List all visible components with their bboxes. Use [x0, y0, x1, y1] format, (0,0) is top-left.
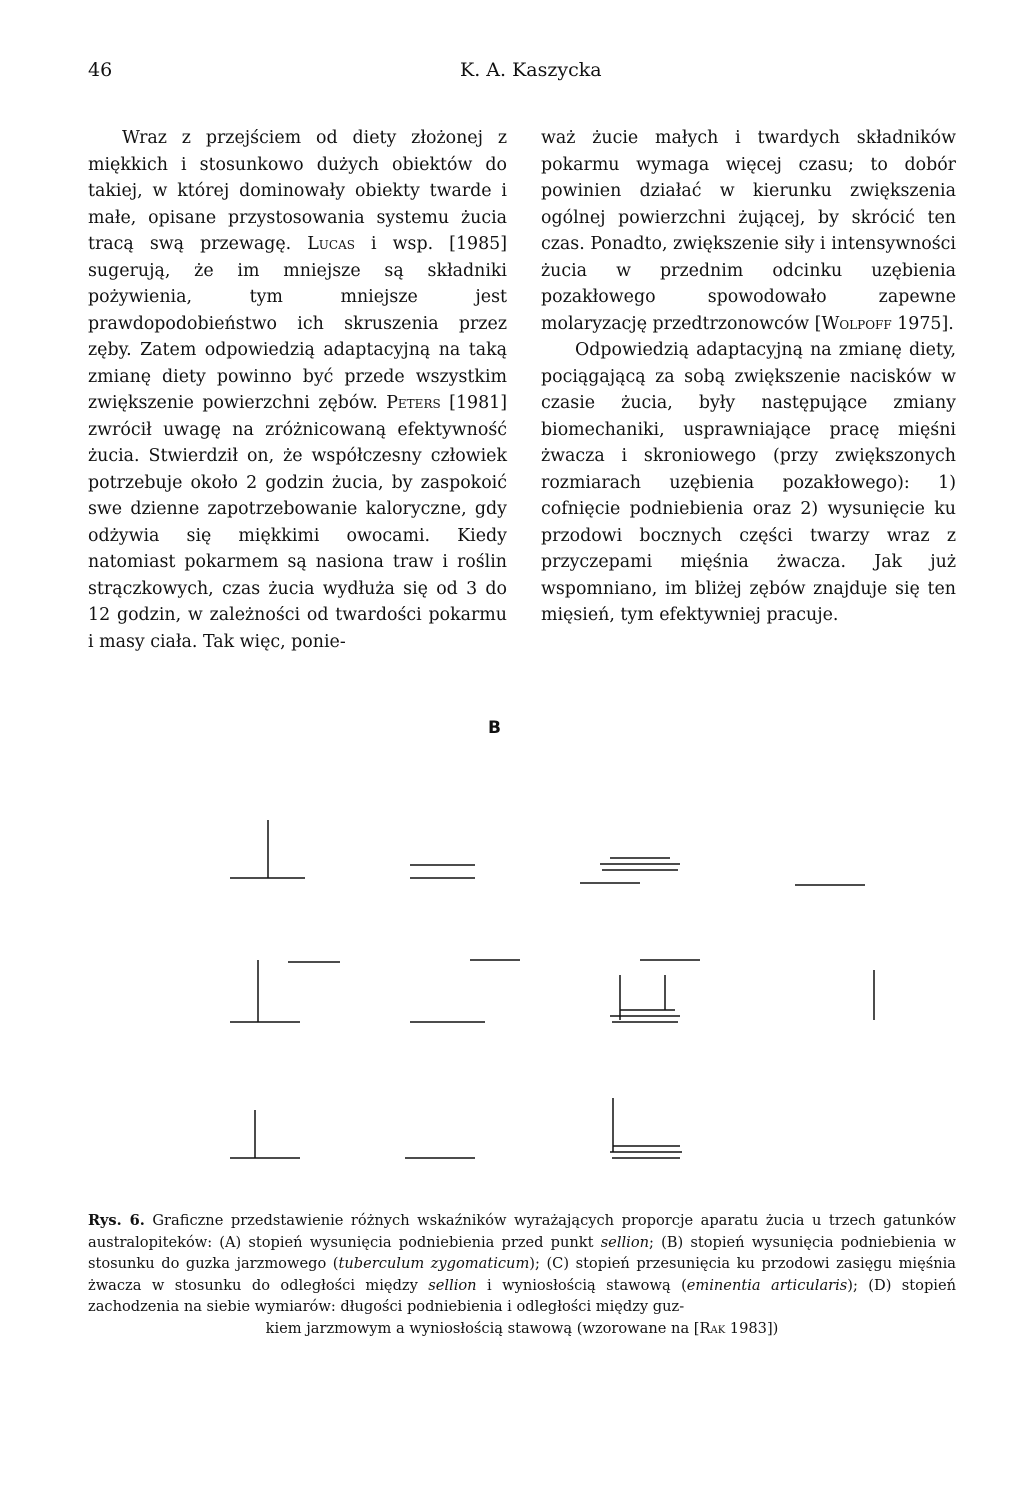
caption-term-sellion-1: sellion	[600, 1233, 650, 1251]
right-paragraph-2: Odpowiedzią adaptacyjną na zmianę diety, pociągającą za sobą zwiększenie nacisków w czasie żucia, były następujące zmiany biomechaniki, usprawniające pracę mięśni żwacza i skroniowego (przy zwiększonych rozmiarach uzębienia pozakłowego): 1) cofnięcie podniebienia oraz 2) wysunięcie ku przodowi bocznych części twarzy wraz z przyczepami mięśnia żwacza. Jak już wspomniano, im bliżej zębów znajduje się ten mięsień, tym efektywniej pracuje.	[541, 340, 956, 625]
left-p1-text-a: Wraz z przejściem od diety złożonej z miękkich i stosunkowo dużych obiektów do takiej, w której dominowały obiekty twarde i małe, opisane przystosowania systemu żucia tracą swą przewagę.	[88, 128, 507, 254]
left-p1-text-c: [1981] zwrócił uwagę na zróżnicowaną efektywność żucia. Stwierdził on, że współczesny człowiek potrzebuje około 2 godzin żucia, by zaspokoić swe dzienne zapotrzebowanie kaloryczne, gdy odżywia się miękkimi owocami. Kiedy natomiast pokarmem są nasiona traw i roślin strączkowych, czas żucia wydłuża się od 3 do 12 godzin, w zależności od twardości pokarmu i masy ciała. Tak więc, ponie-	[88, 393, 507, 652]
diagram-row-3-symbol-1	[230, 1110, 300, 1158]
diagram-row-2-symbol-3	[610, 960, 700, 1022]
caption-text-1: Graficzne przedstawienie różnych wskaźników wyrażających proporcje aparatu żucia u trzech gatunków australopiteków: (A) stopień wysunięcia podniebienia przed punkt	[88, 1212, 956, 1251]
diagram-row-2-symbol-1	[230, 960, 340, 1022]
caption-text-3: ); (C) stopień przesunięcia ku przodowi zasięgu mięśnia żwacza w stosunku do odległości między	[88, 1255, 956, 1294]
caption-term-tuberculum: tuberculum zygomaticum	[338, 1255, 530, 1272]
caption-term-sellion-2: sellion	[428, 1276, 477, 1294]
caption-last-line	[88, 1318, 956, 1340]
caption-text-4: i wyniosłością stawową (	[476, 1276, 687, 1294]
figure-panel-label: B	[488, 718, 501, 738]
caption-text-2: ; (B) stopień wysunięcia podniebienia w stosunku do guzka jarzmowego (	[88, 1233, 956, 1272]
citation-peters: Peters	[386, 393, 441, 413]
diagram-row-1-symbol-1	[230, 820, 305, 878]
caption-text-5: ); (D) stopień zachodzenia na siebie wymiarów: długości podniebienia i odległości między guz-	[88, 1276, 956, 1315]
caption-label: Rys. 6.	[88, 1212, 145, 1229]
figure-diagram	[200, 780, 900, 1170]
right-column	[541, 125, 956, 629]
right-paragraph-1	[541, 125, 956, 337]
citation-lucas: Lucas	[307, 234, 355, 254]
caption-term-eminentia: eminentia articularis	[686, 1276, 848, 1294]
page-number: 46	[88, 59, 113, 81]
caption-last-line-b: 1983])	[725, 1319, 779, 1337]
diagram-row-1-symbol-3	[580, 858, 680, 883]
right-p1-text-a: waż żucie małych i twardych składników pokarmu wymaga więcej czasu; to dobór powinien działać w kierunku zwiększenia ogólnej powierzchni żującej, by skrócić ten czas. Ponadto, zwiększenie siły i intensywności żucia w przednim odcinku uzębienia pozakłowego spowodowało zapewne molaryzację przedtrzonowców [	[541, 128, 956, 334]
diagram-row-2-symbol-2	[410, 960, 520, 1022]
left-paragraph-1	[88, 125, 507, 655]
figure-caption	[88, 1210, 956, 1339]
diagram-row-3-symbol-3	[610, 1098, 682, 1158]
citation-rak: Rak	[699, 1319, 726, 1337]
citation-wolpoff: Wolpoff	[821, 313, 892, 334]
left-column	[88, 125, 507, 655]
running-head: K. A. Kaszycka	[460, 59, 602, 81]
right-p1-text-b: 1975].	[891, 313, 954, 334]
caption-last-line-a: kiem jarzmowym a wyniosłością stawową (wzorowane na [	[265, 1319, 700, 1337]
left-p1-text-b: i wsp. [1985] sugerują, że im mniejsze są składniki pożywienia, tym mniejsze jest prawdopodobieństwo ich skruszenia przez zęby. Zatem odpowiedzią adaptacyjną na taką zmianę diety powinno być przede wszystkim zwiększenie powierzchni zębów.	[88, 234, 507, 413]
diagram-row-1-symbol-2	[410, 865, 475, 878]
